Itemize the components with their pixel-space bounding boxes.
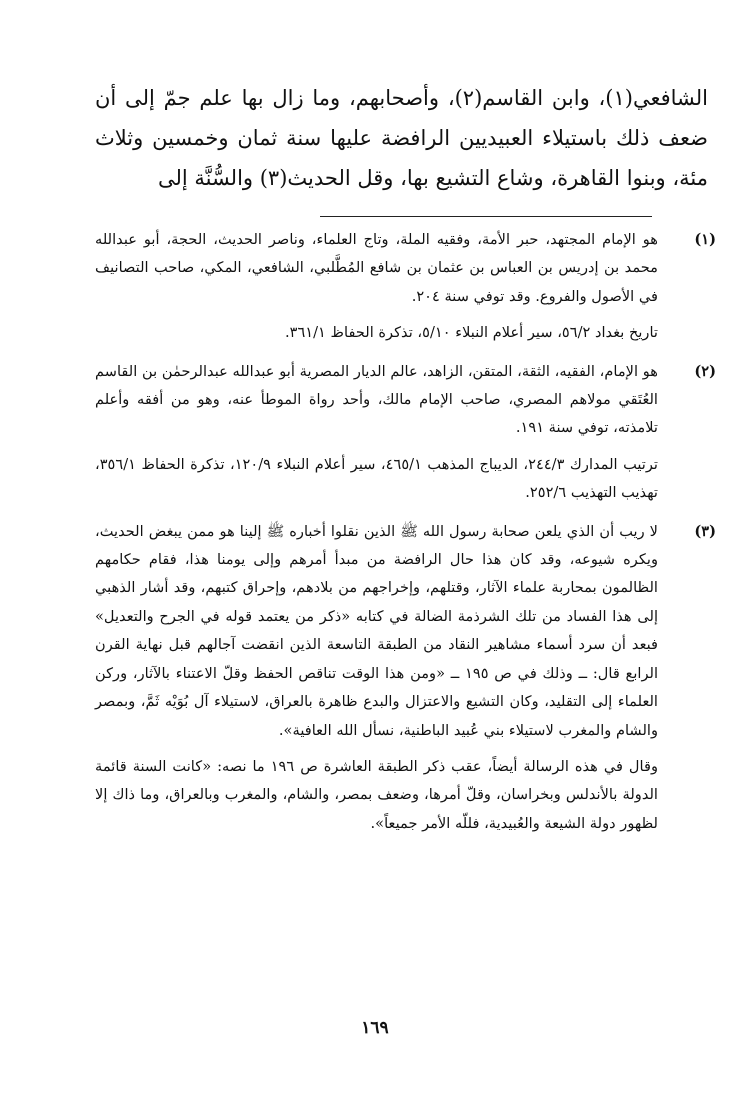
- footnote-number: (٢): [694, 362, 716, 380]
- main-text: [95, 78, 708, 198]
- footnote-body: هو الإمام المجتهد، حبر الأمة، وفقيه الملة، وتاج العلماء، وناصر الحديث، الحجة، أبو عبدالله محمد بن إدريس بن العباس بن عثمان بن شافع المُطَّلبي، الشافعي، المكي، صاحب التصانيف في الأصول والفروع. وقد توفي سنة ٢٠٤.: [95, 231, 658, 305]
- footnotes: [95, 226, 716, 848]
- footnote-separator: [320, 216, 652, 217]
- footnote-number: (١): [694, 231, 716, 248]
- footnote-references: تاريخ بغداد ٥٦/٢، سير أعلام النبلاء ٥/١٠، تذكرة الحفاظ ٣٦١/١.: [284, 324, 658, 342]
- page-number: ١٦٩: [361, 1018, 389, 1038]
- footnote-continuation: وقال في هذه الرسالة أيضاً، عقب ذكر الطبقة العاشرة ص ١٩٦ ما نصه: «كانت السنة قائمة الدولة بالأندلس وبخراسان، وقلّ أمرها، وضعف بمصر، والشام، والمغرب وبالعراق، وما ذاك إلا لظهور دولة الشيعة والعُبيدية، فللّه الأمر جميعاً».: [95, 757, 658, 832]
- footnote-number: (٣): [694, 522, 716, 540]
- footnote-2: [95, 358, 716, 508]
- footnote-body: لا ريب أن الذي يلعن صحابة رسول الله ﷺ الذين نقلوا أخباره ﷺ إلينا هو ممن يبغض الحديث، ويكره شيوعه، وقد كان هذا حال الرافضة من مبدأ أمرهم وإلى يومنا هذا، فقام حكامهم الظالمون بمحاربة علماء الآثار، وقتلهم، وإخراجهم من بلادهم، وإحراق كتبهم، وقد أشار الذهبي إلى هذا الفساد من تلك الشرذمة الضالة في كتابه «ذكر من يعتمد قوله في الجرح والتعديل» فبعد أن سرد أسماء مشاهير النقاد من الطبقة التاسعة الذين انقضت آجالهم قبل نهاية القرن الرابع قال: ــ وذلك في ص ١٩٥ ــ «ومن هذا الوقت تناقص الحفظ وقلّ الاعتناء بالآثار، وركن العلماء إلى التقليد، وكان التشيع والاعتزال والبدع ظاهرة بالعراق، لاستيلاء آل بُوَيْه ثَمَّ، وبمصر والشام والمغرب لاستيلاء بني عُبيد الباطنية، نسأل الله العافية».: [95, 522, 658, 739]
- footnote-1: [95, 226, 716, 348]
- footnote-references: ترتيب المدارك ٢٤٤/٣، الديباج المذهب ٤٦٥/١، سير أعلام النبلاء ١٢٠/٩، تذكرة الحفاظ ٣٥٦/١، تهذيب التهذيب ٢٥٢/٦.: [95, 455, 658, 502]
- main-paragraph: الشافعي(١)، وابن القاسم(٢)، وأصحابهم، وما زال بها علم جمّ إلى أن ضعف ذلك باستيلاء العبيديين الرافضة عليها سنة ثمان وخمسين وثلاث مئة، وبنوا القاهرة، وشاع التشيع بها، وقل الحديث(٣) والسُّنَّة إلى: [95, 86, 708, 190]
- footnote-body: هو الإمام، الفقيه، الثقة، المتقن، الزاهد، عالم الديار المصرية أبو عبدالله عبدالرحمٰن بن القاسم العُتَقي مولاهم المصري، صاحب الإمام مالك، وأحد رواة الموطأ عنه، وهو من أفقه وأعلم تلامذته، توفي سنة ١٩١.: [95, 362, 658, 437]
- footnote-3: [95, 518, 716, 838]
